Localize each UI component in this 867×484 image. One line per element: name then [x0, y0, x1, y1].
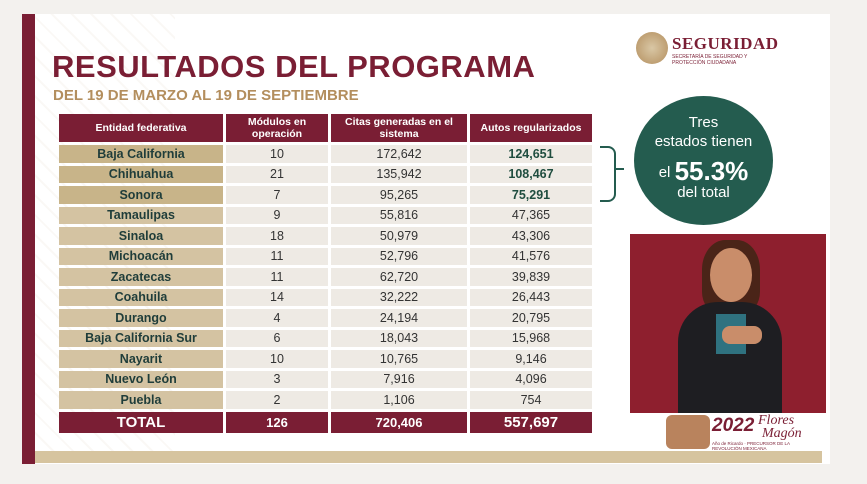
slide-title: RESULTADOS DEL PROGRAMA	[52, 49, 536, 84]
state-cell: Baja California Sur	[59, 330, 223, 348]
citas-cell: 50,979	[331, 227, 467, 245]
total-citas: 720,406	[331, 412, 467, 433]
citas-cell: 135,942	[331, 166, 467, 184]
modules-cell: 7	[226, 186, 328, 204]
autos-cell: 39,839	[470, 268, 592, 286]
modules-cell: 6	[226, 330, 328, 348]
badge-subtext: Año de Ricardo · PRECURSOR DE LA REVOLUCIÓN MEXICANA	[712, 441, 790, 451]
autos-cell: 43,306	[470, 227, 592, 245]
citas-cell: 52,796	[331, 248, 467, 266]
citas-cell: 32,222	[331, 289, 467, 307]
state-cell: Baja California	[59, 145, 223, 163]
bracket-pointer	[614, 168, 624, 170]
header-citas: Citas generadas en el sistema	[331, 114, 467, 142]
table-header-row	[59, 114, 592, 142]
callout-text-top	[634, 113, 773, 151]
autos-cell: 4,096	[470, 371, 592, 389]
autos-cell: 75,291	[470, 186, 592, 204]
modules-cell: 3	[226, 371, 328, 389]
table-row	[59, 227, 592, 245]
table-row	[59, 330, 592, 348]
seguridad-logo	[636, 32, 816, 72]
modules-cell: 10	[226, 350, 328, 368]
table-row	[59, 186, 592, 204]
results-table	[56, 111, 595, 436]
state-cell: Michoacán	[59, 248, 223, 266]
highlight-bracket	[600, 146, 616, 202]
table-row	[59, 248, 592, 266]
portrait-icon	[666, 415, 710, 449]
interpreter-hands	[722, 326, 762, 344]
table-row	[59, 309, 592, 327]
citas-cell: 172,642	[331, 145, 467, 163]
total-row	[59, 412, 592, 433]
state-cell: Sonora	[59, 186, 223, 204]
modules-cell: 11	[226, 248, 328, 266]
header-entidad: Entidad federativa	[59, 114, 223, 142]
citas-cell: 7,916	[331, 371, 467, 389]
state-cell: Puebla	[59, 391, 223, 409]
modules-cell: 10	[226, 145, 328, 163]
autos-cell: 41,576	[470, 248, 592, 266]
state-cell: Tamaulipas	[59, 207, 223, 225]
total-label: TOTAL	[59, 412, 223, 433]
autos-cell: 47,365	[470, 207, 592, 225]
autos-cell: 26,443	[470, 289, 592, 307]
citas-cell: 10,765	[331, 350, 467, 368]
callout-line1: Tres	[688, 114, 719, 131]
state-cell: Durango	[59, 309, 223, 327]
table-row	[59, 207, 592, 225]
interpreter-face	[710, 248, 752, 302]
autos-cell: 108,467	[470, 166, 592, 184]
slide-subtitle: DEL 19 DE MARZO AL 19 DE SEPTIEMBRE	[53, 87, 359, 104]
modules-cell: 14	[226, 289, 328, 307]
logo-name: SEGURIDAD	[672, 34, 779, 53]
autos-cell: 20,795	[470, 309, 592, 327]
callout-percent-line	[634, 156, 773, 187]
state-cell: Nayarit	[59, 350, 223, 368]
modules-cell: 21	[226, 166, 328, 184]
citas-cell: 1,106	[331, 391, 467, 409]
state-cell: Zacatecas	[59, 268, 223, 286]
citas-cell: 18,043	[331, 330, 467, 348]
autos-cell: 9,146	[470, 350, 592, 368]
table-row	[59, 145, 592, 163]
flores-magon-badge	[666, 413, 816, 453]
state-cell: Sinaloa	[59, 227, 223, 245]
callout-circle	[634, 96, 773, 225]
modules-cell: 4	[226, 309, 328, 327]
total-autos: 557,697	[470, 412, 592, 433]
state-cell: Chihuahua	[59, 166, 223, 184]
callout-percent: 55.3%	[674, 156, 749, 186]
callout-prefix: el	[658, 164, 671, 181]
autos-cell: 15,968	[470, 330, 592, 348]
autos-cell: 124,651	[470, 145, 592, 163]
modules-cell: 2	[226, 391, 328, 409]
callout-suffix: del total	[677, 184, 730, 201]
state-cell: Nuevo León	[59, 371, 223, 389]
citas-cell: 24,194	[331, 309, 467, 327]
citas-cell: 55,816	[331, 207, 467, 225]
total-modules: 126	[226, 412, 328, 433]
modules-cell: 9	[226, 207, 328, 225]
citas-cell: 62,720	[331, 268, 467, 286]
table-row	[59, 289, 592, 307]
table-row	[59, 166, 592, 184]
badge-magon: Magón	[762, 426, 802, 441]
national-seal-icon	[636, 32, 668, 64]
table-row	[59, 350, 592, 368]
table-row	[59, 371, 592, 389]
callout-line2: estados tienen	[654, 133, 753, 150]
modules-cell: 11	[226, 268, 328, 286]
citas-cell: 95,265	[331, 186, 467, 204]
table-body	[59, 145, 592, 409]
badge-year: 2022	[712, 415, 755, 436]
table-row	[59, 391, 592, 409]
modules-cell: 18	[226, 227, 328, 245]
slide-accent-bar	[22, 14, 35, 464]
sign-language-interpreter-video	[630, 234, 826, 413]
table-row	[59, 268, 592, 286]
header-autos: Autos regularizados	[470, 114, 592, 142]
header-modulos: Módulos en operación	[226, 114, 328, 142]
slide-footer-bar	[35, 451, 822, 463]
state-cell: Coahuila	[59, 289, 223, 307]
badge-flores: Flores	[758, 413, 795, 428]
logo-tagline: SECRETARÍA DE SEGURIDAD Y PROTECCIÓN CIUDADANA	[672, 54, 748, 66]
autos-cell: 754	[470, 391, 592, 409]
